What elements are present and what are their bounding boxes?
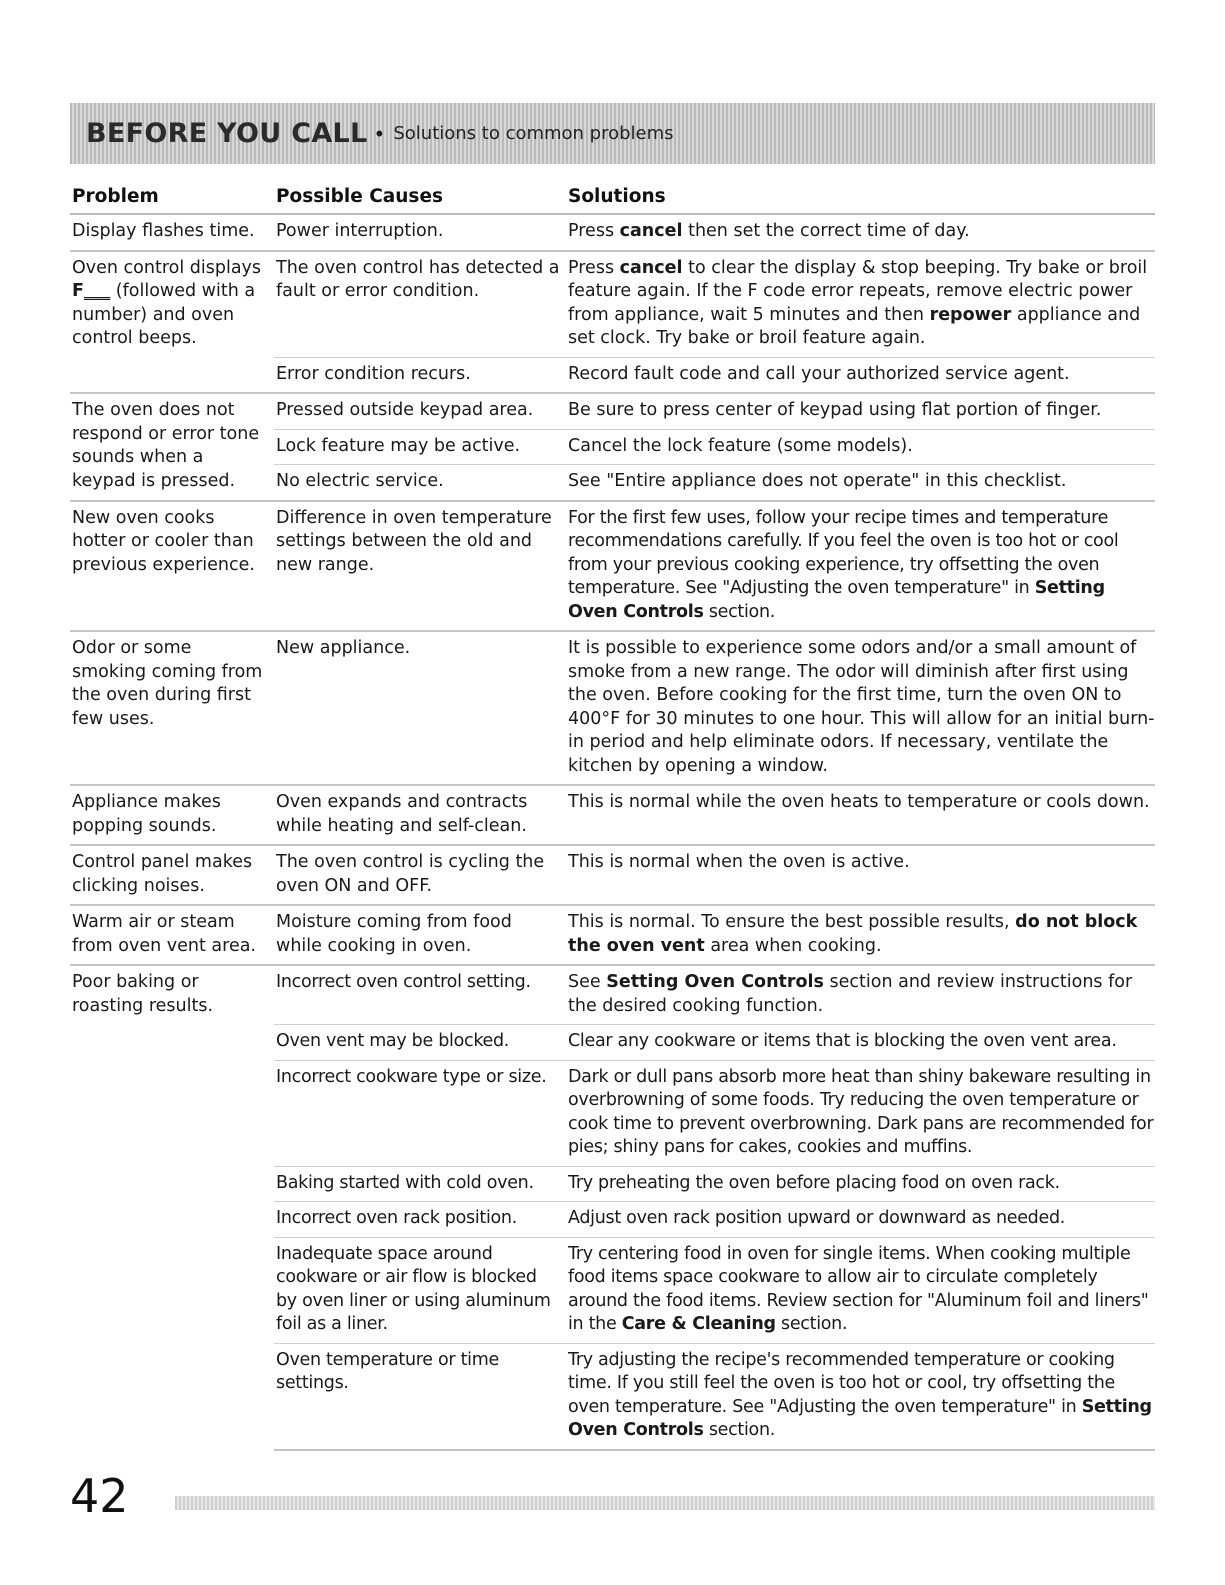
problem-cell: Odor or some smoking coming from the oven during first few uses. xyxy=(70,631,274,785)
table-row xyxy=(70,214,1155,251)
cause-cell: Lock feature may be active. xyxy=(274,429,566,465)
problem-cell: New oven cooks hotter or cooler than previous experience. xyxy=(70,501,274,632)
problem-cell: The oven does not respond or error tone sounds when a keypad is pressed. xyxy=(70,393,274,501)
solution-cell: Press cancel to clear the display & stop beeping. Try bake or broil feature again. If the F code error repeats, remove electric power from appliance, wait 5 minutes and then repower appliance and set clock. Try bake or broil feature again. xyxy=(566,251,1155,358)
cause-cell: Oven expands and contracts while heating and self-clean. xyxy=(274,785,566,845)
solution-cell: Be sure to press center of keypad using flat portion of finger. xyxy=(566,393,1155,429)
problem-cell: Oven control displays F___ (followed with a number) and oven control beeps. xyxy=(70,251,274,394)
problem-cell: Appliance makes popping sounds. xyxy=(70,785,274,845)
cause-cell: Pressed outside keypad area. xyxy=(274,393,566,429)
section-title: BEFORE YOU CALL xyxy=(86,118,368,149)
cause-cell: Inadequate space around cookware or air flow is blocked by oven liner or using aluminum foil as a liner. xyxy=(274,1237,566,1343)
title-separator: • xyxy=(373,121,386,146)
table-header-row xyxy=(70,180,1155,214)
cause-cell: Power interruption. xyxy=(276,221,444,241)
cause-cell: Oven temperature or time settings. xyxy=(274,1343,566,1450)
section-banner xyxy=(70,103,1155,164)
solution-cell: Clear any cookware or items that is blocking the oven vent area. xyxy=(566,1025,1155,1061)
section-subtitle: Solutions to common problems xyxy=(393,123,674,144)
cause-cell: The oven control has detected a fault or error condition. xyxy=(274,251,566,358)
problem-cell: Display flashes time. xyxy=(72,221,255,241)
solution-cell: This is normal while the oven heats to temperature or cools down. xyxy=(566,785,1155,845)
solution-cell: Adjust oven rack position upward or downward as needed. xyxy=(566,1202,1155,1238)
problem-cell: Poor baking or roasting results. xyxy=(70,965,274,1450)
solution-cell: This is normal. To ensure the best possible results, do not block the oven vent area when cooking. xyxy=(566,905,1155,965)
table-row xyxy=(70,905,1155,965)
table-row xyxy=(70,785,1155,845)
problem-cell: Control panel makes clicking noises. xyxy=(70,845,274,905)
solution-cell: This is normal when the oven is active. xyxy=(566,845,1155,905)
solution-cell: For the first few uses, follow your recipe times and temperature recommendations carefully. If you feel the oven is too hot or cool from your previous cooking experience, try offsetting the oven temperature. See "Adjusting the oven temperature" in Setting Oven Controls section. xyxy=(566,501,1155,632)
table-row xyxy=(70,251,1155,358)
cause-cell: New appliance. xyxy=(274,631,566,785)
cause-cell: Incorrect cookware type or size. xyxy=(274,1060,566,1166)
solution-cell: See Setting Oven Controls section and review instructions for the desired cooking function. xyxy=(566,965,1155,1025)
solution-cell: Try adjusting the recipe's recommended temperature or cooking time. If you still feel the oven is too hot or cool, try offsetting the oven temperature. See "Adjusting the oven temperature" in Setting Oven Controls section. xyxy=(566,1343,1155,1450)
header-possible-causes: Possible Causes xyxy=(274,180,566,214)
cause-cell: Incorrect oven rack position. xyxy=(274,1202,566,1238)
table-row xyxy=(70,393,1155,429)
cause-cell: Baking started with cold oven. xyxy=(274,1166,566,1202)
solution-cell: Cancel the lock feature (some models). xyxy=(566,429,1155,465)
page-number: 42 xyxy=(70,1469,129,1523)
solution-cell: See "Entire appliance does not operate" in this checklist. xyxy=(566,465,1155,501)
cause-cell: Difference in oven temperature settings between the old and new range. xyxy=(274,501,566,632)
cause-cell: The oven control is cycling the oven ON and OFF. xyxy=(274,845,566,905)
solution-cell: Record fault code and call your authorized service agent. xyxy=(566,357,1155,393)
table-row xyxy=(70,845,1155,905)
cause-cell: Incorrect oven control setting. xyxy=(274,965,566,1025)
cause-cell: Error condition recurs. xyxy=(274,357,566,393)
cause-cell: No electric service. xyxy=(274,465,566,501)
table-row xyxy=(70,631,1155,785)
cause-cell: Oven vent may be blocked. xyxy=(274,1025,566,1061)
header-problem: Problem xyxy=(70,180,274,214)
troubleshooting-table xyxy=(70,180,1155,1451)
solution-cell: Dark or dull pans absorb more heat than shiny bakeware resulting in overbrowning of some foods. Try reducing the oven temperature or cook time to prevent overbrowning. Dark pans are recommended for pies; shiny pans for cakes, cookies and muffins. xyxy=(566,1060,1155,1166)
solution-cell: Try preheating the oven before placing food on oven rack. xyxy=(566,1166,1155,1202)
header-solutions: Solutions xyxy=(566,180,1155,214)
solution-cell: It is possible to experience some odors and/or a small amount of smoke from a new range. The odor will diminish after first using the oven. Before cooking for the first time, turn the oven ON to 400°F for 30 minutes to one hour. This will allow for an initial burn-in period and help eliminate odors. If necessary, ventilate the kitchen by opening a window. xyxy=(566,631,1155,785)
solution-cell: Press cancel then set the correct time of day. xyxy=(568,221,970,241)
solution-cell: Try centering food in oven for single items. When cooking multiple food items space cookware to allow air to circulate completely around the food items. Review section for "Aluminum foil and liners" in the Care & Cleaning section. xyxy=(566,1237,1155,1343)
table-row xyxy=(70,501,1155,632)
footer-rule xyxy=(175,1496,1155,1510)
table-row xyxy=(70,965,1155,1025)
cause-cell: Moisture coming from food while cooking in oven. xyxy=(274,905,566,965)
problem-cell: Warm air or steam from oven vent area. xyxy=(70,905,274,965)
